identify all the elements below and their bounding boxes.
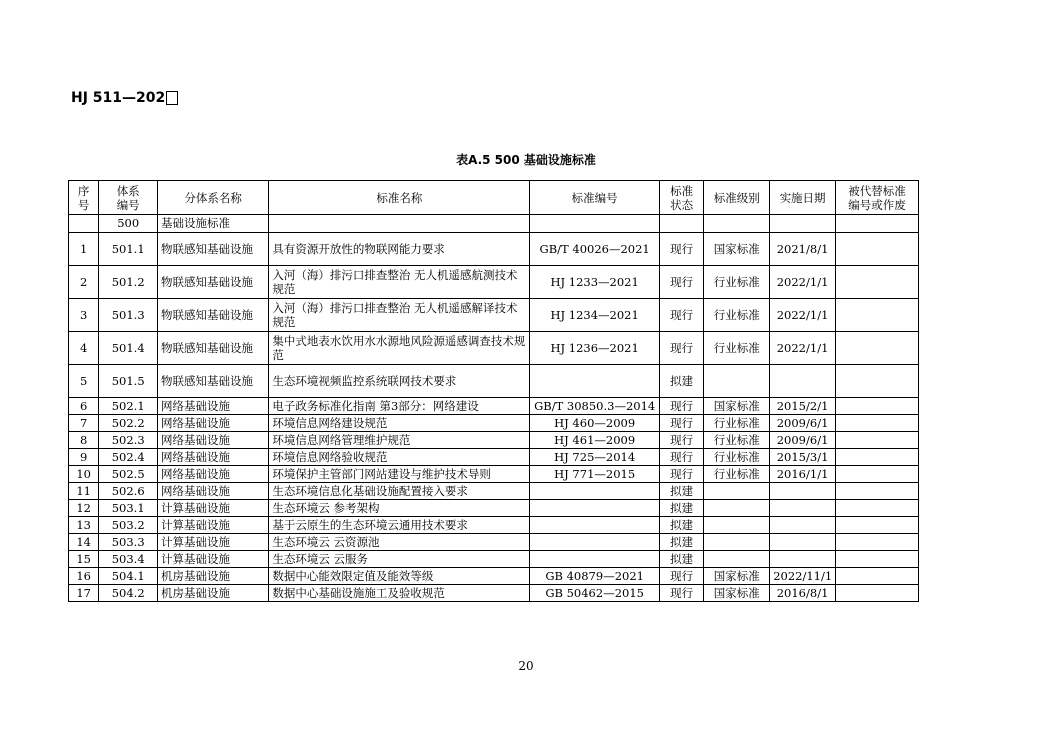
- cell-replaced: [835, 551, 918, 568]
- cell-replaced: [835, 449, 918, 466]
- cell-subsystem: 网络基础设施: [158, 432, 269, 449]
- cell-number: GB/T 40026—2021: [530, 233, 660, 266]
- cell-code: 502.1: [99, 398, 158, 415]
- cell-seq: 10: [69, 466, 99, 483]
- cell-date: 2016/8/1: [770, 585, 836, 602]
- cell-status: 现行: [659, 585, 704, 602]
- table-row: [69, 332, 919, 365]
- cell-seq: 8: [69, 432, 99, 449]
- cell-status: 现行: [659, 398, 704, 415]
- cell-level: 国家标准: [704, 398, 770, 415]
- cell-number: [530, 365, 660, 398]
- cell-replaced: [835, 365, 918, 398]
- cell-subsystem: 计算基础设施: [158, 534, 269, 551]
- cell-seq: 14: [69, 534, 99, 551]
- cell-replaced: [835, 432, 918, 449]
- table-row: [69, 415, 919, 432]
- cell-seq: 13: [69, 517, 99, 534]
- table-row: [69, 500, 919, 517]
- header-subsystem: 分体系名称: [158, 181, 269, 215]
- cell-date: 2022/1/1: [770, 266, 836, 299]
- cell-replaced: [835, 233, 918, 266]
- cell-subsystem: 机房基础设施: [158, 568, 269, 585]
- cell-seq: 12: [69, 500, 99, 517]
- cell-date: 2015/2/1: [770, 398, 836, 415]
- cell-code: 501.2: [99, 266, 158, 299]
- cell-seq: 5: [69, 365, 99, 398]
- cell-status: 现行: [659, 415, 704, 432]
- cell-name: 具有资源开放性的物联网能力要求: [269, 233, 530, 266]
- table-row: [69, 365, 919, 398]
- cell-subsystem: 物联感知基础设施: [158, 332, 269, 365]
- cell-status: 拟建: [659, 500, 704, 517]
- cell-code: 503.1: [99, 500, 158, 517]
- cell-subsystem: 网络基础设施: [158, 449, 269, 466]
- cell-code: 502.6: [99, 483, 158, 500]
- header-replaced: 被代替标准 编号或作废: [835, 181, 918, 215]
- cell-status: 现行: [659, 466, 704, 483]
- cell-subsystem: 物联感知基础设施: [158, 233, 269, 266]
- cell-level: 国家标准: [704, 233, 770, 266]
- cell-name: 生态环境云 参考架构: [269, 500, 530, 517]
- cell-level: [704, 500, 770, 517]
- cell-date: [770, 534, 836, 551]
- table-row: [69, 551, 919, 568]
- table-row: [69, 534, 919, 551]
- cell-subsystem: 网络基础设施: [158, 398, 269, 415]
- cell-number: [530, 483, 660, 500]
- category-row: [69, 215, 919, 233]
- cell-date: [770, 551, 836, 568]
- cell-name: 集中式地表水饮用水水源地风险源遥感调查技术规范: [269, 332, 530, 365]
- cell-date: 2022/11/1: [770, 568, 836, 585]
- cell-code: 504.2: [99, 585, 158, 602]
- header-name: 标准名称: [269, 181, 530, 215]
- cell-code: 504.1: [99, 568, 158, 585]
- document-code-text: HJ 511—202: [71, 90, 166, 106]
- cell-replaced: [835, 500, 918, 517]
- cell-level: 行业标准: [704, 466, 770, 483]
- cell-level: [704, 517, 770, 534]
- cell-number: [530, 534, 660, 551]
- cell-date: 2009/6/1: [770, 415, 836, 432]
- cell-number: HJ 1234—2021: [530, 299, 660, 332]
- cell-number: HJ 461—2009: [530, 432, 660, 449]
- cell-seq: 1: [69, 233, 99, 266]
- cell-level: 行业标准: [704, 332, 770, 365]
- cell-seq: 2: [69, 266, 99, 299]
- cell-status: 现行: [659, 432, 704, 449]
- cell-code: 501.4: [99, 332, 158, 365]
- table-row: [69, 517, 919, 534]
- cell-status: 拟建: [659, 483, 704, 500]
- cell-date: [770, 500, 836, 517]
- cell-level: [704, 483, 770, 500]
- cell-name: 数据中心基础设施施工及验收规范: [269, 585, 530, 602]
- cell-code: 501.3: [99, 299, 158, 332]
- cell-number: [530, 551, 660, 568]
- cell-number: HJ 771—2015: [530, 466, 660, 483]
- cell-seq: 6: [69, 398, 99, 415]
- cell-level: 国家标准: [704, 568, 770, 585]
- cell-subsystem: 网络基础设施: [158, 466, 269, 483]
- cell-status: 现行: [659, 299, 704, 332]
- header-date: 实施日期: [770, 181, 836, 215]
- standards-table: [68, 180, 919, 602]
- cell-name: 基于云原生的生态环境云通用技术要求: [269, 517, 530, 534]
- cell-code: 501.5: [99, 365, 158, 398]
- cell-number: [530, 517, 660, 534]
- header-level: 标准级别: [704, 181, 770, 215]
- cell-status: 拟建: [659, 534, 704, 551]
- cell-number: [530, 500, 660, 517]
- cell-status: 拟建: [659, 551, 704, 568]
- page-number: 20: [518, 659, 534, 673]
- cell-number: HJ 725—2014: [530, 449, 660, 466]
- table-row: [69, 449, 919, 466]
- cell-replaced: [835, 568, 918, 585]
- header-seq: 序 号: [69, 181, 99, 215]
- cell-status: 现行: [659, 233, 704, 266]
- cell-date: 2022/1/1: [770, 299, 836, 332]
- cell-subsystem: 物联感知基础设施: [158, 365, 269, 398]
- cell-seq: 7: [69, 415, 99, 432]
- cell-status: 现行: [659, 449, 704, 466]
- cell-level: 行业标准: [704, 432, 770, 449]
- cell-level: 国家标准: [704, 585, 770, 602]
- cell-subsystem: 物联感知基础设施: [158, 299, 269, 332]
- cell-date: 2016/1/1: [770, 466, 836, 483]
- cell-status: 现行: [659, 266, 704, 299]
- table-row: [69, 266, 919, 299]
- cell-subsystem: 机房基础设施: [158, 585, 269, 602]
- table-row: [69, 432, 919, 449]
- cell-name: 电子政务标准化指南 第3部分：网络建设: [269, 398, 530, 415]
- document-code: [71, 90, 178, 106]
- cell-date: 2009/6/1: [770, 432, 836, 449]
- cell-name: 环境保护主管部门网站建设与维护技术导则: [269, 466, 530, 483]
- cell-number: GB/T 30850.3—2014: [530, 398, 660, 415]
- cell-number: HJ 1236—2021: [530, 332, 660, 365]
- table-row: [69, 483, 919, 500]
- cell-subsystem: 计算基础设施: [158, 517, 269, 534]
- table-row: [69, 398, 919, 415]
- cell-seq: 16: [69, 568, 99, 585]
- cell-seq: 17: [69, 585, 99, 602]
- header-code: 体系 编号: [99, 181, 158, 215]
- cell-code: 502.2: [99, 415, 158, 432]
- cell-number: HJ 1233—2021: [530, 266, 660, 299]
- cell-name: 数据中心能效限定值及能效等级: [269, 568, 530, 585]
- cell-seq: 15: [69, 551, 99, 568]
- cell-replaced: [835, 585, 918, 602]
- table-header-row: [69, 181, 919, 215]
- cell-subsystem: 计算基础设施: [158, 551, 269, 568]
- cell-status: 现行: [659, 568, 704, 585]
- cell-name: 入河（海）排污口排查整治 无人机遥感航测技术规范: [269, 266, 530, 299]
- cell-seq: 3: [69, 299, 99, 332]
- cell-date: [770, 483, 836, 500]
- cell-level: [704, 534, 770, 551]
- cell-name: 生态环境信息化基础设施配置接入要求: [269, 483, 530, 500]
- cell-level: [704, 365, 770, 398]
- cell-name: 生态环境云 云服务: [269, 551, 530, 568]
- cell-level: 行业标准: [704, 266, 770, 299]
- cell-name: 生态环境视频监控系统联网技术要求: [269, 365, 530, 398]
- table-row: [69, 585, 919, 602]
- cell-number: GB 40879—2021: [530, 568, 660, 585]
- table-row: [69, 466, 919, 483]
- cell-code: 503.4: [99, 551, 158, 568]
- cell-code: 502.5: [99, 466, 158, 483]
- cell-date: 2015/3/1: [770, 449, 836, 466]
- cell-seq: 4: [69, 332, 99, 365]
- table-row: [69, 299, 919, 332]
- cell-code: 503.2: [99, 517, 158, 534]
- cell-code: 503.3: [99, 534, 158, 551]
- header-status: 标准 状态: [659, 181, 704, 215]
- cell-status: 拟建: [659, 517, 704, 534]
- cell-replaced: [835, 415, 918, 432]
- cell-subsystem: 物联感知基础设施: [158, 266, 269, 299]
- cell-replaced: [835, 299, 918, 332]
- cell-replaced: [835, 517, 918, 534]
- cell-replaced: [835, 266, 918, 299]
- cell-code: 500: [99, 215, 158, 233]
- cell-code: 502.3: [99, 432, 158, 449]
- cell-replaced: [835, 534, 918, 551]
- placeholder-box: [166, 91, 178, 105]
- cell-date: 2021/8/1: [770, 233, 836, 266]
- cell-seq: 9: [69, 449, 99, 466]
- cell-seq: 11: [69, 483, 99, 500]
- cell-subsystem: 计算基础设施: [158, 500, 269, 517]
- cell-replaced: [835, 483, 918, 500]
- cell-date: [770, 517, 836, 534]
- table-row: [69, 233, 919, 266]
- table-row: [69, 568, 919, 585]
- cell-status: 现行: [659, 332, 704, 365]
- cell-code: 501.1: [99, 233, 158, 266]
- cell-name: 环境信息网络验收规范: [269, 449, 530, 466]
- cell-date: 2022/1/1: [770, 332, 836, 365]
- cell-level: 行业标准: [704, 449, 770, 466]
- cell-number: GB 50462—2015: [530, 585, 660, 602]
- cell-subsystem: 网络基础设施: [158, 415, 269, 432]
- cell-subsystem: 基础设施标准: [158, 215, 269, 233]
- cell-status: 拟建: [659, 365, 704, 398]
- cell-name: 入河（海）排污口排查整治 无人机遥感解译技术规范: [269, 299, 530, 332]
- cell-code: 502.4: [99, 449, 158, 466]
- cell-replaced: [835, 466, 918, 483]
- cell-number: HJ 460—2009: [530, 415, 660, 432]
- cell-name: 环境信息网络管理维护规范: [269, 432, 530, 449]
- cell-subsystem: 网络基础设施: [158, 483, 269, 500]
- table-title: 表A.5 500 基础设施标准: [456, 153, 596, 167]
- cell-date: [770, 365, 836, 398]
- cell-replaced: [835, 332, 918, 365]
- cell-level: 行业标准: [704, 415, 770, 432]
- cell-name: 生态环境云 云资源池: [269, 534, 530, 551]
- cell-level: 行业标准: [704, 299, 770, 332]
- header-number: 标准编号: [530, 181, 660, 215]
- cell-level: [704, 551, 770, 568]
- cell-name: 环境信息网络建设规范: [269, 415, 530, 432]
- cell-replaced: [835, 398, 918, 415]
